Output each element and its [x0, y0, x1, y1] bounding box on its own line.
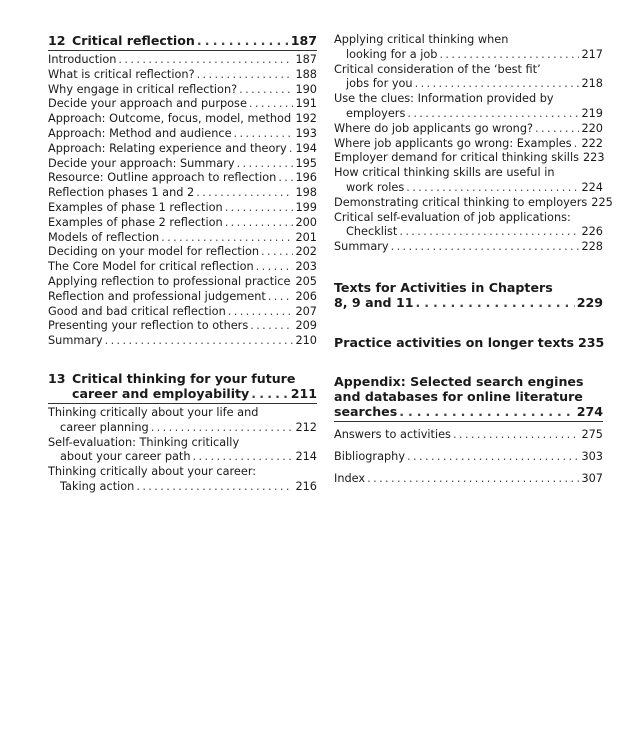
section-title-line1: Appendix: Selected search engines: [334, 373, 584, 389]
entry-title: Decide your approach and purpose: [48, 97, 247, 111]
toc-entry[interactable]: [48, 83, 317, 98]
entry-title-line2: Taking action: [60, 479, 135, 493]
toc-entry[interactable]: [48, 53, 317, 68]
entry-title-line1: Self-evaluation: Thinking critically: [48, 435, 240, 449]
toc-entry[interactable]: [48, 406, 317, 436]
entry-title-line1: Thinking critically about your life and: [48, 405, 259, 419]
entry-page: 193: [295, 126, 317, 140]
entry-page: 275: [581, 427, 603, 441]
entry-page: 222: [581, 136, 603, 150]
section-page: 229: [576, 294, 603, 310]
entry-title: Decide your approach: Summary: [48, 156, 235, 170]
chapter-page: 211: [290, 385, 317, 401]
entry-page: 188: [295, 67, 317, 81]
entry-title-line2: career planning: [60, 420, 149, 434]
chapter-12-entries: [48, 53, 317, 349]
section-page: 274: [576, 403, 603, 419]
entry-title: Reflection phases 1 and 2: [48, 186, 195, 200]
toc-entry[interactable]: [48, 216, 317, 231]
entry-page: 202: [295, 245, 317, 259]
entry-page: 199: [295, 200, 317, 214]
toc-entry[interactable]: [48, 436, 317, 466]
chapter-number: 12: [48, 33, 66, 48]
entry-title: Resource: Outline approach to reflection: [48, 171, 277, 185]
entry-title: Demonstrating critical thinking to employers: [334, 195, 588, 209]
entry-page: 218: [581, 77, 603, 91]
entry-page: 212: [295, 420, 317, 434]
toc-entry[interactable]: [48, 260, 317, 275]
toc-entry[interactable]: [334, 151, 603, 166]
entry-page: 200: [295, 215, 317, 229]
toc-right-column: [334, 33, 613, 493]
entry-title: Approach: Outcome, focus, model, method: [48, 112, 292, 126]
toc-entry[interactable]: [334, 211, 603, 241]
entry-title-line1: Critical self-evaluation of job applications:: [334, 210, 571, 224]
entry-title-line2: employers: [346, 106, 406, 120]
section-page: 235: [578, 334, 605, 350]
section-title-line2: and databases for online literature: [334, 388, 583, 404]
entry-title-line2: Checklist: [346, 225, 398, 239]
chapter-number: 13: [48, 370, 66, 386]
entry-page: 191: [295, 97, 317, 111]
chapter-page: 187: [290, 33, 317, 48]
toc-entry[interactable]: [48, 305, 317, 320]
entry-title: Why engage in critical reflection?: [48, 82, 238, 96]
chapter-12-heading[interactable]: [48, 33, 317, 48]
chapter-title: Critical reflection: [72, 33, 195, 48]
entry-page: 203: [295, 260, 317, 274]
toc-entry[interactable]: [48, 245, 317, 260]
entry-title: Employer demand for critical thinking skills: [334, 151, 579, 165]
entry-title: Presenting your reflection to others: [48, 319, 249, 333]
toc-entry[interactable]: [48, 127, 317, 142]
toc-entry[interactable]: [48, 157, 317, 172]
entry-title: Summary: [334, 240, 389, 254]
toc-entry[interactable]: [48, 231, 317, 246]
entry-title: The Core Model for critical reflection: [48, 260, 254, 274]
entry-page: 198: [295, 186, 317, 200]
entry-page: 195: [295, 156, 317, 170]
section-divider: [334, 421, 603, 422]
entry-title-line1: Critical consideration of the ‘best fit’: [334, 62, 541, 76]
entry-page: 219: [581, 106, 603, 120]
toc-entry[interactable]: [334, 92, 603, 122]
entry-title: Approach: Relating experience and theory: [48, 141, 287, 155]
toc-entry[interactable]: [48, 186, 317, 201]
entry-page: 187: [295, 53, 317, 66]
back-matter-entries: [334, 428, 603, 486]
entry-page: 307: [581, 471, 603, 485]
practice-activities-heading[interactable]: [334, 335, 603, 350]
toc-entry[interactable]: [334, 137, 603, 152]
toc-entry[interactable]: [334, 195, 613, 211]
entry-page: 205: [295, 274, 317, 288]
entry-page: 210: [295, 334, 317, 348]
entry-page: 224: [581, 180, 603, 194]
entry-page: 228: [581, 240, 603, 254]
toc-entry[interactable]: [48, 275, 317, 290]
toc-entry[interactable]: [334, 428, 603, 443]
toc-left-column: [48, 33, 317, 495]
entry-title-line1: Use the clues: Information provided by: [334, 92, 554, 106]
entry-title: Applying reflection to professional practice: [48, 274, 291, 288]
texts-for-activities-heading[interactable]: [334, 280, 603, 310]
entry-title: Bibliography: [334, 449, 406, 463]
entry-page: 207: [295, 304, 317, 318]
entry-title-line1: How critical thinking skills are useful in: [334, 166, 555, 180]
entry-page: 223: [582, 151, 605, 165]
chapter-divider: [48, 403, 317, 404]
toc-entry[interactable]: [334, 472, 603, 487]
toc-entry[interactable]: [48, 201, 317, 216]
entry-title-line1: Applying critical thinking when: [334, 33, 509, 46]
chapter-13-heading[interactable]: [48, 371, 317, 401]
toc-entry[interactable]: [48, 334, 317, 349]
entry-title: Approach: Method and audience: [48, 126, 232, 140]
toc-entry[interactable]: [334, 33, 603, 63]
entry-page: 226: [581, 225, 603, 239]
section-title-line1: Texts for Activities in Chapters: [334, 279, 553, 295]
toc-entry[interactable]: [48, 112, 317, 127]
toc-entry[interactable]: [48, 97, 317, 112]
toc-entry[interactable]: [48, 290, 317, 305]
toc-entry[interactable]: [48, 68, 317, 83]
toc-entry[interactable]: [48, 142, 317, 157]
entry-title: Answers to activities: [334, 427, 451, 441]
entry-title: Summary: [48, 334, 103, 348]
entry-title-line1: Thinking critically about your career:: [48, 465, 257, 479]
entry-title: Examples of phase 2 reflection: [48, 215, 223, 229]
entry-title: Introduction: [48, 53, 117, 66]
entry-title: Reflection and professional judgement: [48, 289, 266, 303]
entry-page: 201: [295, 230, 317, 244]
entry-page: 192: [295, 112, 317, 126]
section-title-line3: searches: [334, 403, 398, 419]
entry-title: Where do job applicants go wrong?: [334, 121, 533, 135]
entry-page: 216: [295, 479, 317, 493]
entry-page: 214: [295, 450, 317, 464]
entry-page: 217: [581, 47, 603, 61]
toc-entry[interactable]: [48, 171, 317, 186]
chapter-divider: [48, 50, 317, 51]
toc-entry[interactable]: [334, 63, 603, 93]
toc-entry[interactable]: [48, 465, 317, 495]
entry-title: What is critical reflection?: [48, 67, 195, 81]
entry-page: 225: [591, 195, 613, 209]
toc-entry[interactable]: [334, 450, 603, 465]
entry-page: 194: [295, 141, 317, 155]
entry-title-line2: looking for a job: [346, 47, 438, 61]
entry-page: 206: [295, 289, 317, 303]
entry-title: Good and bad critical reflection: [48, 304, 226, 318]
toc-entry[interactable]: [48, 319, 317, 334]
entry-page: 190: [295, 82, 317, 96]
chapter-13-continued-entries: [334, 33, 613, 255]
toc-entry[interactable]: [334, 240, 603, 255]
entry-title: Where job applicants go wrong: Examples: [334, 136, 572, 150]
entry-title: Examples of phase 1 reflection: [48, 200, 223, 214]
chapter-title-line2: career and employability: [72, 385, 250, 401]
section-title-line2: 8, 9 and 11: [334, 294, 414, 310]
appendix-heading[interactable]: [334, 374, 603, 419]
chapter-title-line1: Critical thinking for your future: [72, 370, 296, 386]
entry-title-line2: jobs for you: [346, 77, 413, 91]
entry-title-line2: work roles: [346, 180, 405, 194]
section-title: Practice activities on longer texts: [334, 334, 575, 350]
toc-entry[interactable]: [334, 122, 603, 137]
entry-title: Deciding on your model for reflection: [48, 245, 260, 259]
entry-title: Index: [334, 471, 366, 485]
entry-page: 220: [581, 121, 603, 135]
entry-page: 209: [295, 319, 317, 333]
entry-title-line2: about your career path: [60, 450, 191, 464]
toc-entry[interactable]: [334, 166, 603, 196]
entry-title: Models of reflection: [48, 230, 160, 244]
chapter-13-entries: [48, 406, 317, 495]
entry-page: 196: [295, 171, 317, 185]
entry-page: 303: [581, 449, 603, 463]
